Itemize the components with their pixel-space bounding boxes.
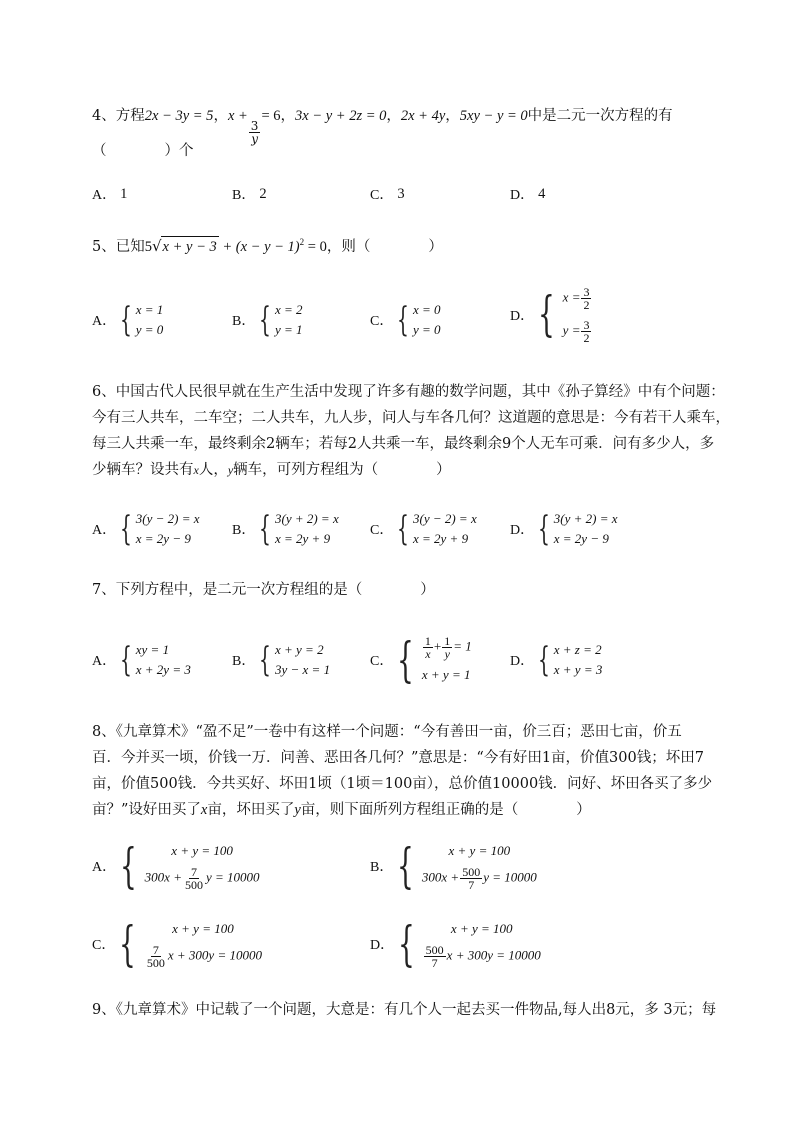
system-line-2: y = 0 <box>412 322 441 337</box>
q5-text2: ，则（ ） <box>326 238 443 255</box>
equation-system <box>259 509 338 549</box>
option-value: 4 <box>538 185 546 202</box>
q8-line-4 <box>92 800 591 820</box>
system-line-1: x = 0 <box>412 302 441 317</box>
system-line-2: x + y = 1 <box>421 667 471 683</box>
brace-icon: { <box>119 916 137 972</box>
q5-text1: 已知 <box>115 238 145 255</box>
brace-icon: { <box>259 640 272 680</box>
q4-eq1: 2x − 3y = 5 <box>144 108 214 124</box>
q6-line-4c: 辆车，可列方程组为（ ） <box>233 462 451 478</box>
q5-option-a[interactable] <box>92 300 163 340</box>
a-num: 7 <box>190 865 197 880</box>
q5-radicand: x + y − 3 <box>161 236 219 257</box>
q4-eq2-post: = 6 <box>261 108 281 124</box>
option-label: A． <box>92 188 117 203</box>
equation-system <box>538 286 592 344</box>
system-line-1: 3(y − 2) = x <box>135 511 200 526</box>
q8-line-4a: 亩？”设好田买了 <box>92 802 201 818</box>
option-value: 2 <box>259 185 267 202</box>
system-line-1: 3(y + 2) = x <box>274 511 339 526</box>
system-line-1 <box>422 635 472 660</box>
option-label: C． <box>92 938 116 953</box>
q6-var-x: x <box>193 463 199 477</box>
system-line-1: x + y = 100 <box>448 842 511 858</box>
sqrt-icon: √ <box>151 236 162 255</box>
d8-den: 7 <box>431 956 438 971</box>
q5-number: 5、 <box>92 238 116 255</box>
system-line-1: x = 1 <box>135 302 164 317</box>
system-line-1: x + z = 2 <box>553 642 602 657</box>
brace-icon: { <box>538 640 551 680</box>
b-l2-pre: 300x + <box>421 869 460 885</box>
equation-system <box>538 509 617 549</box>
system-line-2: y = 1 <box>274 322 303 337</box>
q4-sep2: ， <box>280 108 295 124</box>
brace-icon: { <box>120 509 133 549</box>
brace-icon: { <box>259 509 272 549</box>
option-value: 1 <box>120 185 128 202</box>
q6-line-4a: 少辆车？设共有 <box>92 462 194 478</box>
q7-option-a[interactable] <box>92 640 191 680</box>
system-line-2 <box>145 866 260 891</box>
c8-den: 500 <box>146 956 165 971</box>
option-label: C． <box>370 188 394 203</box>
system-line-1: x + y = 100 <box>450 920 513 936</box>
option-label: D． <box>510 188 535 203</box>
q4-sep: ， <box>213 108 228 124</box>
q8-line-2: 百．今并买一顷，价钱一万．问善、恶田各几何？”意思是：“今有好田1亩，价值300钱；坏田7 <box>92 750 704 766</box>
c-d2: y <box>444 646 450 661</box>
q6-option-a[interactable] <box>92 509 200 549</box>
a-l2-pre: 300x + <box>144 869 182 885</box>
q4-blank: （ ）个 <box>92 143 194 159</box>
q8-var-x: x <box>200 802 208 818</box>
system-line-1: x + y = 100 <box>172 920 234 936</box>
equation-system <box>120 300 163 340</box>
q8-var-y: y <box>294 802 301 818</box>
system-line-2 <box>423 944 541 969</box>
d-l1-pre: x = <box>562 289 581 305</box>
a-l2-post: y = 10000 <box>205 869 260 885</box>
system-line-2: x = 2y + 9 <box>412 531 469 546</box>
q8-line-4b: 亩，坏田买了 <box>207 802 295 818</box>
c8-l2-post: x + 300y = 10000 <box>167 947 262 963</box>
q4-eq3: 3x − y + 2z = 0 <box>295 108 387 124</box>
q8-option-b[interactable] <box>370 838 537 894</box>
system-line-2 <box>422 866 537 891</box>
d-l2-den: 2 <box>583 331 590 345</box>
b-l2-post: y = 10000 <box>483 869 537 885</box>
system-line-2: y = 0 <box>135 322 164 337</box>
system-line-2 <box>563 319 593 344</box>
q5-tail: + (x − y − 1) <box>218 238 300 255</box>
equation-system <box>398 916 541 972</box>
q4-eq2-den: y <box>251 132 258 146</box>
q7-option-b[interactable] <box>232 640 330 680</box>
equation-system <box>397 300 440 340</box>
brace-icon: { <box>538 286 555 342</box>
system-line-1: x = 2 <box>274 302 303 317</box>
c-n1: 1 <box>424 633 431 648</box>
system-line-1 <box>563 286 593 311</box>
option-label: C． <box>370 654 394 669</box>
q7-stem: 7、下列方程中，是二元一次方程组的是（ ） <box>92 582 435 598</box>
q4-sep3: ， <box>386 108 401 124</box>
option-label: A． <box>92 654 117 669</box>
equation-system <box>120 838 259 894</box>
q4-option-a[interactable] <box>92 184 127 204</box>
q8-option-c[interactable] <box>92 916 262 972</box>
q6-option-c[interactable] <box>370 509 477 549</box>
option-label: D． <box>510 654 535 669</box>
q4-text2: 中是二元一次方程的有 <box>527 108 673 124</box>
system-line-2: x = 2y − 9 <box>553 531 609 546</box>
c-eq: = 1 <box>453 638 472 654</box>
b-num: 500 <box>462 865 481 880</box>
q5-coef: 5 <box>144 238 152 255</box>
system-line-2: x + y = 3 <box>553 662 603 677</box>
brace-icon: { <box>397 632 415 688</box>
q4-eq4: 2x + 4y <box>400 108 446 124</box>
q8-option-a[interactable] <box>92 838 260 894</box>
option-label: C． <box>370 523 394 538</box>
equation-system <box>119 916 262 972</box>
option-label: B． <box>232 654 256 669</box>
q4-option-b[interactable] <box>232 184 267 204</box>
option-label: B． <box>370 860 394 875</box>
q5-eq: = 0 <box>304 238 327 255</box>
q5-exponent: 2 <box>299 237 305 247</box>
option-label: D． <box>370 938 395 953</box>
c8-num: 7 <box>152 943 159 958</box>
q4-eq2-frac <box>249 120 261 145</box>
q5-option-d[interactable] <box>510 286 592 344</box>
option-label: C． <box>370 314 394 329</box>
q6-line-4b: 人， <box>198 462 228 478</box>
q4-eq2-num: 3 <box>250 119 259 133</box>
c-plus: + <box>433 638 442 654</box>
option-label: D． <box>510 309 535 324</box>
equation-system <box>397 632 471 688</box>
system-line-1: x + y = 100 <box>171 842 233 858</box>
brace-icon: { <box>397 509 410 549</box>
equation-system <box>259 640 330 680</box>
system-line-1: xy = 1 <box>135 642 170 657</box>
option-label: B． <box>232 523 256 538</box>
brace-icon: { <box>398 916 415 972</box>
brace-icon: { <box>120 640 133 680</box>
q5-stem <box>92 232 443 257</box>
q4-option-c[interactable] <box>370 184 405 204</box>
q8-line-3: 亩，价值500钱．今共买好、坏田1顷（1顷＝100亩），总价值10000钱．问好、坏田各买了多少 <box>92 776 713 792</box>
brace-icon: { <box>397 300 410 340</box>
system-line-2: x + 2y = 3 <box>135 662 191 677</box>
q4-eq2-pre: x + <box>227 108 248 124</box>
q6-option-b[interactable] <box>232 509 339 549</box>
q9-line-1: 9、《九章算术》中记载了一个问题，大意是：有几个人一起去买一件物品,每人出8元，多 3元；每 <box>92 1002 717 1018</box>
option-label: A． <box>92 523 117 538</box>
equation-system <box>120 509 199 549</box>
option-value: 3 <box>397 185 405 202</box>
option-label: B． <box>232 314 256 329</box>
c-n2: 1 <box>444 633 451 648</box>
q4-text1: 方程 <box>115 108 145 124</box>
q6-line-2: 今有三人共车，二车空；二人共车，九人步，问人与车各几何？这道题的意思是：今有若干人乘车， <box>92 410 730 426</box>
q7-option-c[interactable] <box>370 632 472 688</box>
q6-line-4 <box>92 460 451 480</box>
q8-option-d[interactable] <box>370 916 541 972</box>
d8-l2-post: x + 300y = 10000 <box>446 947 541 963</box>
q4-eq5: 5xy − y = 0 <box>459 108 528 124</box>
equation-system <box>397 838 536 894</box>
q5-option-b[interactable] <box>232 300 303 340</box>
q8-line-1: 8、《九章算术》“盈不足”一卷中有这样一个问题：“今有善田一亩，价三百；恶田七亩，价五 <box>92 724 682 740</box>
q4-sep4: ， <box>445 108 460 124</box>
equation-system <box>538 640 602 680</box>
a-den: 500 <box>184 878 203 893</box>
q6-line-3: 每三人共乘一车，最终剩余2辆车；若每2人共乘一车，最终剩余9个人无车可乘．问有多少人，多 <box>92 436 715 452</box>
brace-icon: { <box>538 509 551 549</box>
q6-var-y: y <box>227 463 234 477</box>
equation-system <box>120 640 191 680</box>
q4-stem <box>92 106 673 145</box>
brace-icon: { <box>120 300 133 340</box>
brace-icon: { <box>259 300 272 340</box>
d8-num: 500 <box>425 943 444 958</box>
option-label: A． <box>92 860 117 875</box>
equation-system <box>397 509 476 549</box>
q6-line-1: 6、中国古代人民很早就在生产生活中发现了许多有趣的数学问题，其中《孙子算经》中有个问题： <box>92 384 725 400</box>
b-den: 7 <box>468 878 475 893</box>
system-line-1: x + y = 2 <box>274 642 324 657</box>
d-l1-num: 3 <box>583 285 590 299</box>
c-d1: x <box>425 646 431 661</box>
q4-number: 4、 <box>92 108 116 124</box>
option-label: D． <box>510 523 535 538</box>
system-line-2: x = 2y − 9 <box>135 531 191 546</box>
q6-option-d[interactable] <box>510 509 618 549</box>
q4-option-d[interactable] <box>510 184 545 204</box>
brace-icon: { <box>397 838 415 894</box>
system-line-2: 3y − x = 1 <box>274 662 331 677</box>
q8-line-4c: 亩，则下面所列方程组正确的是（ ） <box>300 802 591 818</box>
q5-option-c[interactable] <box>370 300 441 340</box>
d-l1-den: 2 <box>583 298 590 312</box>
brace-icon: { <box>120 838 137 894</box>
option-label: A． <box>92 314 117 329</box>
equation-system <box>259 300 302 340</box>
system-line-1: 3(y + 2) = x <box>553 511 618 526</box>
system-line-2: x = 2y + 9 <box>274 531 331 546</box>
system-line-2 <box>144 944 262 969</box>
d-l2-num: 3 <box>583 318 590 332</box>
option-label: B． <box>232 188 256 203</box>
system-line-1: 3(y − 2) = x <box>412 511 477 526</box>
q7-option-d[interactable] <box>510 640 602 680</box>
d-l2-pre: y = <box>562 322 581 338</box>
